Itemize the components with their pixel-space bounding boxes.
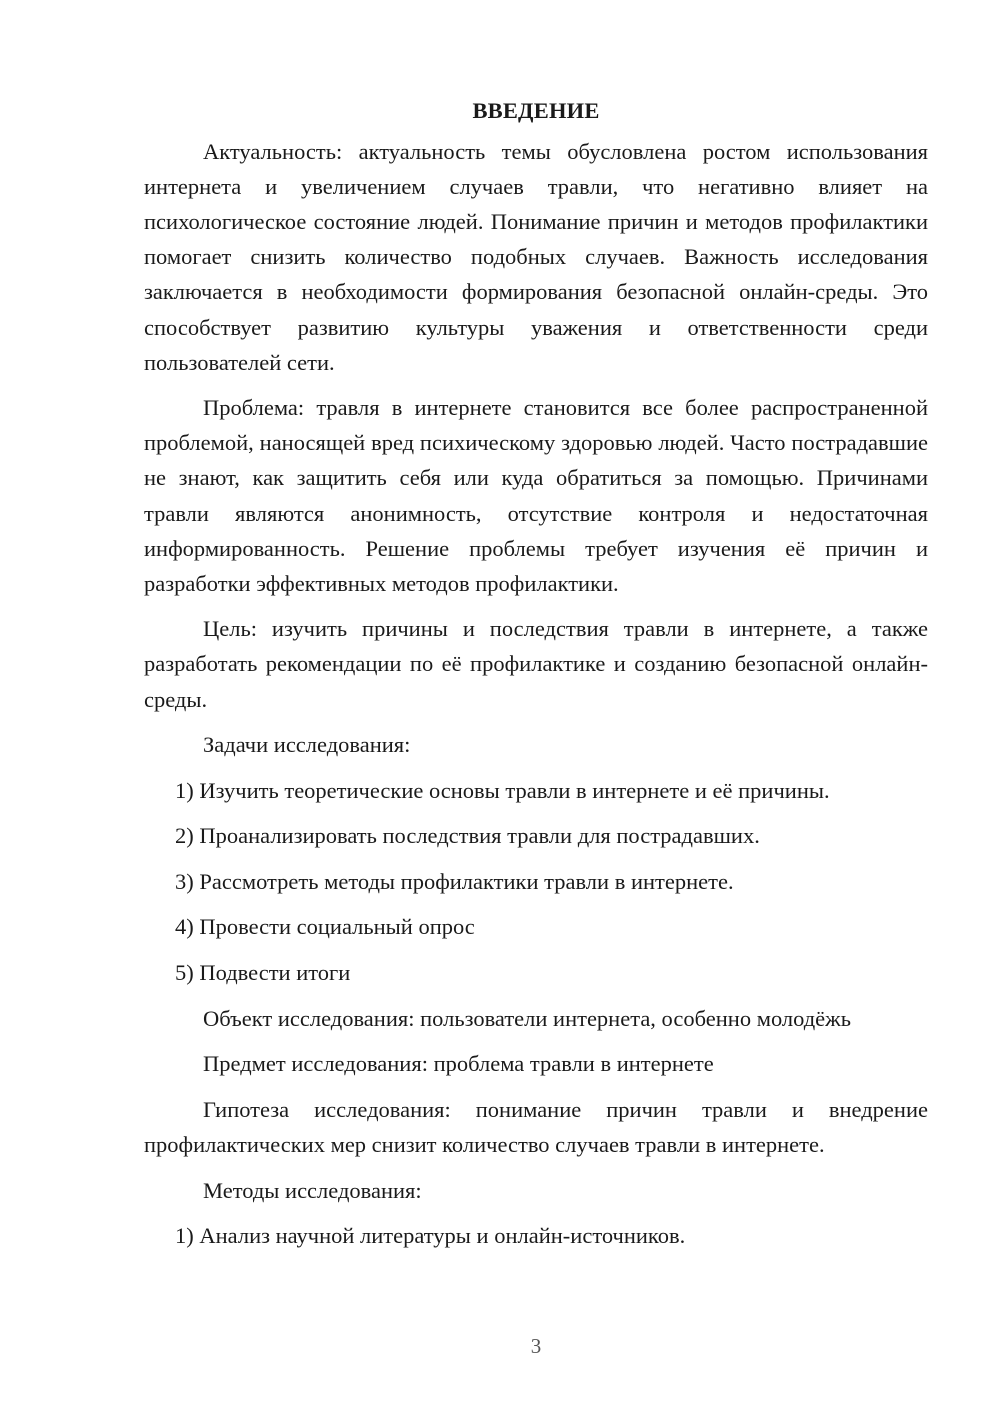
goal-paragraph: Цель: изучить причины и последствия травли в интернете, а также разработать рекомендации по её профилактике и созданию безопасной онлайн-среды.: [144, 616, 928, 712]
tasks-heading: Задачи исследования:: [203, 732, 411, 758]
subject-paragraph: Предмет исследования: проблема травли в интернете: [203, 1051, 714, 1077]
task-item: 1) Изучить теоретические основы травли в интернете и её причины.: [175, 777, 830, 803]
task-item: 3) Рассмотреть методы профилактики травли в интернете.: [175, 868, 734, 894]
page-title: ВВЕДЕНИЕ: [472, 98, 600, 123]
relevance-paragraph: Актуальность: актуальность темы обусловлена ростом использования интернета и увеличением случаев травли, что негативно влияет на психологическое состояние людей. Понимание причин и методов профилактики помогает снизить количество подобных случаев. Важность исследования заключается в необходимости формирования безопасной онлайн-среды. Это способствует развитию культуры уважения и ответственности среди пользователей сети.: [144, 139, 928, 375]
object-paragraph: Объект исследования: пользователи интернета, особенно молодёжь: [203, 1005, 851, 1031]
methods-heading: Методы исследования:: [203, 1177, 422, 1203]
page-number: 3: [530, 1334, 542, 1358]
hypothesis-paragraph: Гипотеза исследования: понимание причин травли и внедрение профилактических мер снизит количество случаев травли в интернете.: [144, 1096, 928, 1157]
task-item: 2) Проанализировать последствия травли для пострадавших.: [175, 823, 760, 849]
page-content: [144, 93, 928, 1264]
method-item: 1) Анализ научной литературы и онлайн-источников.: [175, 1223, 686, 1249]
problem-paragraph: Проблема: травля в интернете становится все более распространенной проблемой, наносящей вред психическому здоровью людей. Часто пострадавшие не знают, как защитить себя или куда обратиться за помощью. Причинами травли являются анонимность, отсутствие контроля и недостаточная информированность. Решение проблемы требует изучения её причин и разработки эффективных методов профилактики.: [144, 395, 928, 596]
task-item: 4) Провести социальный опрос: [175, 914, 475, 940]
task-item: 5) Подвести итоги: [175, 960, 351, 986]
